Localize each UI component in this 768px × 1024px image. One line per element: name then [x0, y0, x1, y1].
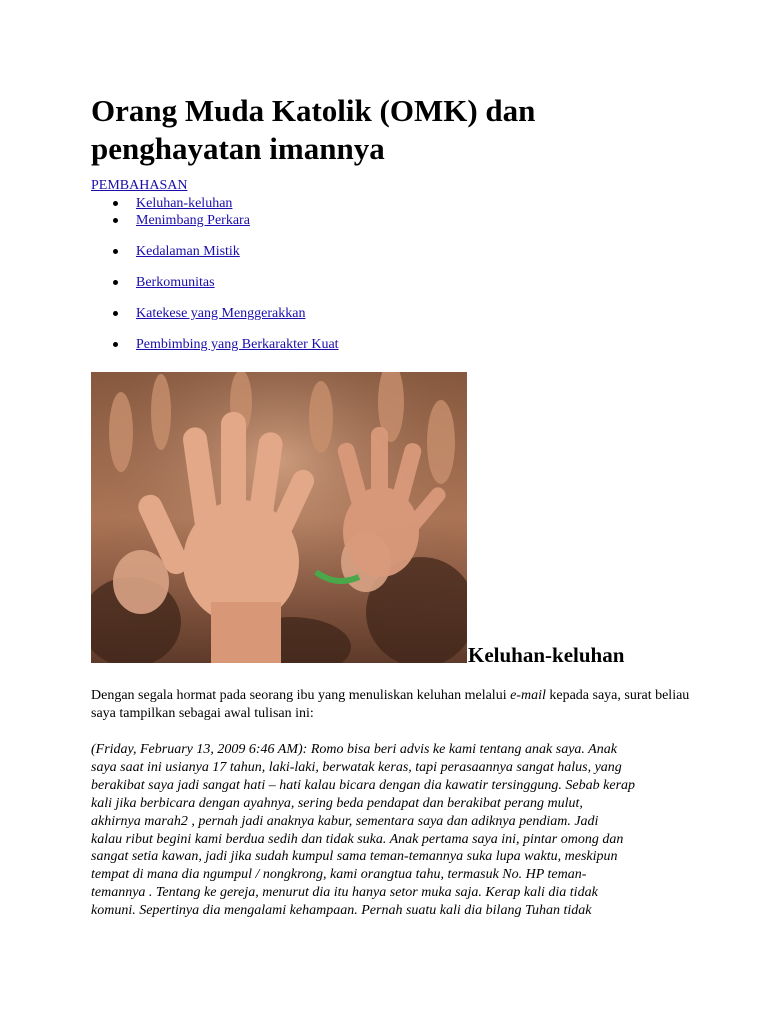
raised-hands-photo	[91, 372, 467, 663]
intro-emphasis: e-mail	[510, 688, 546, 703]
toc-link-komunitas[interactable]: Berkomunitas	[136, 275, 215, 290]
toc-link-menimbang[interactable]: Menimbang Perkara	[136, 213, 250, 228]
section-heading: Keluhan-keluhan	[468, 643, 625, 667]
intro-paragraph	[91, 687, 691, 723]
quote-line: (Friday, February 13, 2009 6:46 AM): Romo bisa beri advis ke kami tentang anak saya. Anak	[91, 742, 617, 757]
quote-line: saya saat ini usianya 17 tahun, laki-laki, berwatak keras, tapi perasaannya sangat halus, yang	[91, 759, 622, 775]
bullet-icon	[113, 311, 118, 316]
quote-line: tempat di mana dia ngumpul / nongkrong, kami orangtua tahu, termasuk No. HP teman-	[91, 867, 587, 883]
toc-item	[91, 305, 339, 336]
toc-link-pembimbing[interactable]: Pembimbing yang Berkarakter Kuat	[136, 337, 339, 352]
quote-line: akhirnya marah2 , pernah jadi anaknya kabur, sementara saya dan adiknya pendiam. Jadi	[91, 813, 599, 829]
table-of-contents	[91, 195, 339, 367]
quote-line: kali jika berbicara dengan ayahnya, sering beda pendapat dan berakibat perang mulut,	[91, 795, 583, 811]
quote-line: sangat setia kawan, jadi jika sudah kumpul sama teman-temannya suka lupa waktu, meskipun	[91, 849, 618, 865]
quote-line: temannya . Tentang ke gereja, menurut dia itu hanya setor muka saja. Kerap kali dia tidak	[91, 885, 598, 901]
intro-text-before: Dengan segala hormat pada seorang ibu yang menuliskan keluhan melalui	[91, 688, 511, 703]
bullet-icon	[113, 218, 118, 223]
email-quote	[91, 741, 691, 920]
quote-line: berakibat saya jadi sangat hati – hati kalau bicara dengan dia kawatir tersinggung. Sebab kerap	[91, 777, 636, 793]
bullet-icon	[113, 342, 118, 347]
intro-text-after: kepada saya, surat beliau saya tampilkan sebagai awal tulisan ini:	[91, 688, 690, 721]
toc-item	[91, 336, 339, 367]
toc-heading-link[interactable]: PEMBAHASAN	[91, 178, 188, 193]
toc-link-keluhan[interactable]: Keluhan-keluhan	[136, 196, 233, 211]
bullet-icon	[113, 280, 118, 285]
toc-item	[91, 243, 339, 274]
bullet-icon	[113, 249, 118, 254]
toc-link-katekese[interactable]: Katekese yang Menggerakkan	[136, 306, 306, 321]
toc-item	[91, 274, 339, 305]
quote-line: kalau ribut begini kami berdua sedih dan tidak suka. Anak pertama saya ini, pintar omong dan	[91, 831, 624, 847]
toc-link-mistik[interactable]: Kedalaman Mistik	[136, 244, 240, 259]
toc-item	[91, 212, 339, 243]
bullet-icon	[113, 201, 118, 206]
page-title: Orang Muda Katolik (OMK) dan penghayatan imannya	[91, 93, 536, 166]
quote-line: komuni. Sepertinya dia mengalami kehampaan. Pernah suatu kali dia bilang Tuhan tidak	[91, 903, 592, 919]
